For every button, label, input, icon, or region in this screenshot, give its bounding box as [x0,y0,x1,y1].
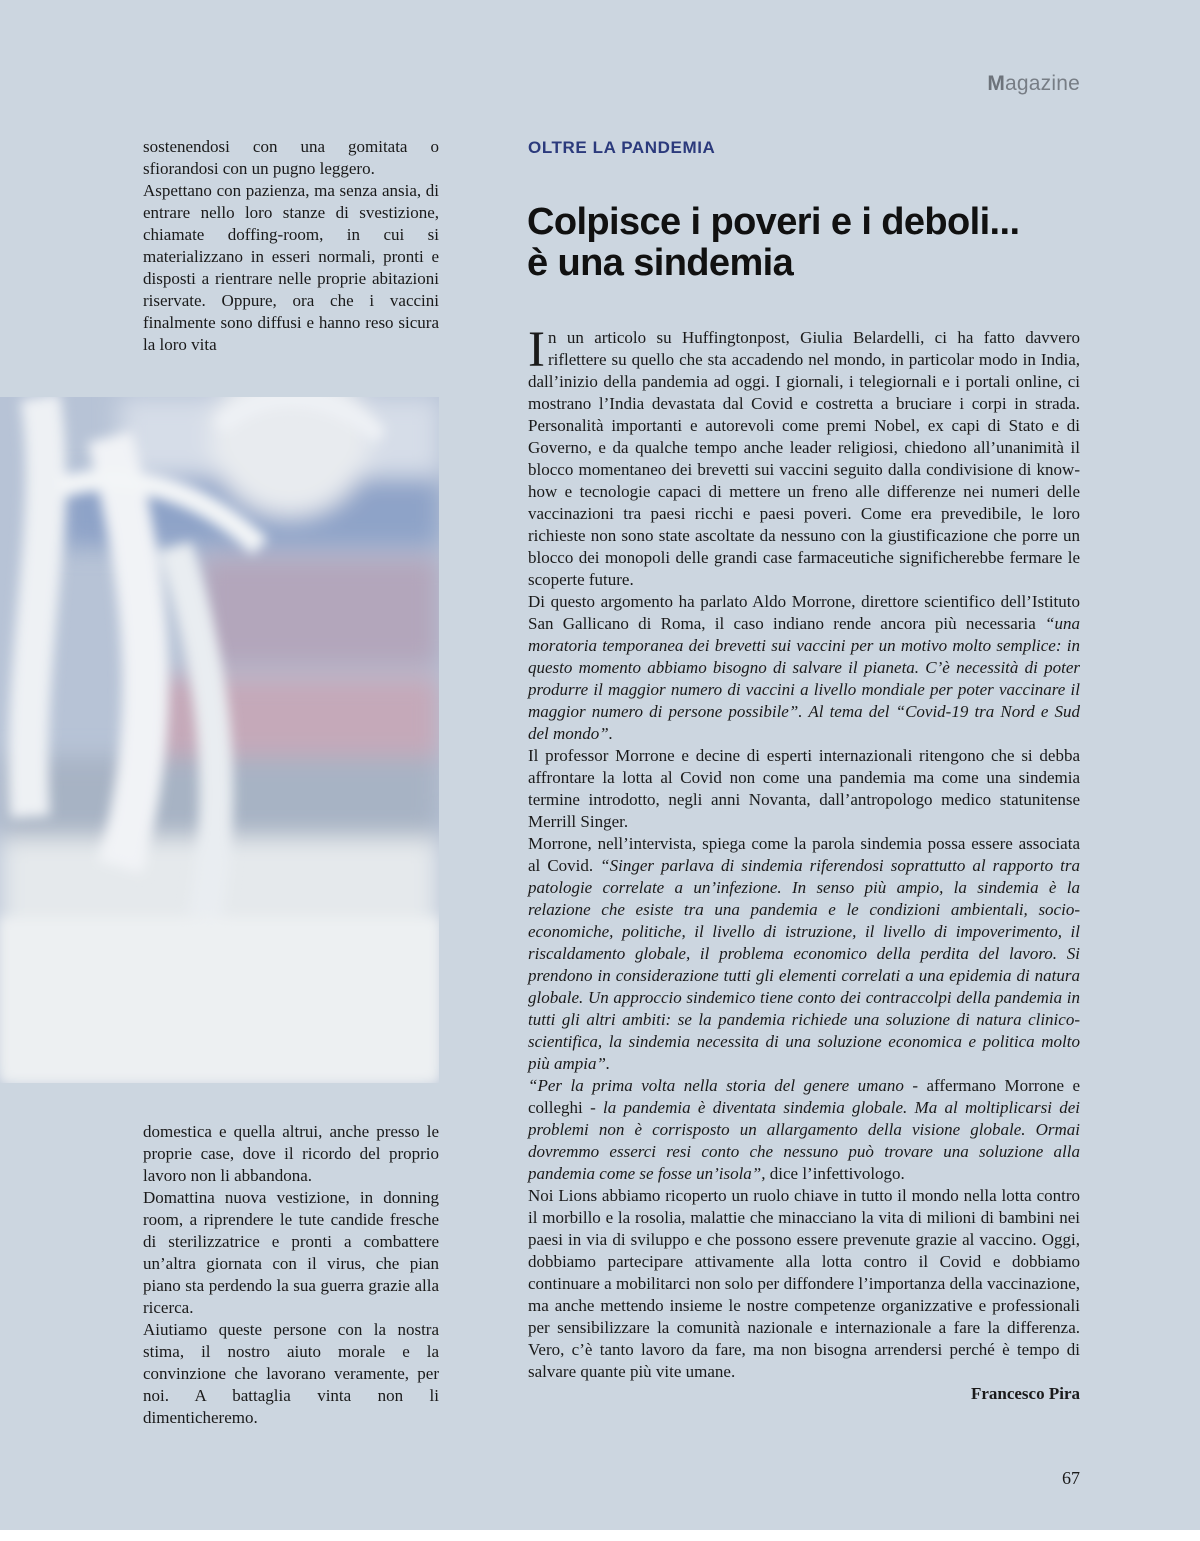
section-label: OLTRE LA PANDEMIA [528,138,716,157]
article-quote: “Per la prima volta nella storia del genere umano [528,1076,904,1095]
left-paragraph: Aiutiamo queste persone con la nostra stima, il nostro aiuto morale e la convinzione che lavorano veramente, per noi. A battaglia vinta non li dimenticheremo. [143,1320,439,1427]
article-quote: la pandemia è diventata sindemia globale. Ma al moltiplicarsi dei problemi non è corrisposto un allargamento della visione globale. Ormai dovremmo esserci resi conto che nessuno può trovare una soluzione alla pandemia come se fosse un’isola”, [528,1098,1080,1183]
magazine-label-initial: M [987,72,1006,95]
drop-cap: I [528,322,545,378]
article-text: Di questo argomento ha parlato Aldo Morrone, direttore scientifico dell’Istituto San Gallicano di Roma, il caso indiano rende ancora più necessaria [528,592,1080,633]
page-number: 67 [1062,1468,1080,1488]
article-body [528,322,1080,1405]
article-text: Morrone, nell’intervista, spiega come la parola sindemia possa essere associata al Covid. [528,834,1080,875]
article-text: dice l’infettivologo. [765,1164,905,1183]
article-paragraph [528,1075,1080,1185]
photo-illustration [0,397,439,1083]
magazine-label [987,72,1080,96]
article-quote: “Singer parlava di sindemia riferendosi soprattutto al rapporto tra patologie correlate a un’infezione. In senso più ampio, la sindemia è la relazione che esiste tra una pandemia e le condizioni ambientali, socio-economiche, politiche, il livello di istruzione, il livello di impoverimento, il riscaldamento globale, il problema economico della perdita del lavoro. Si prendono in considerazione tutti gli elementi correlati a una epidemia di natura globale. Un approccio sindemico tiene conto dei contraccolpi della pandemia in tutti gli altri ambiti: se la pandemia richiede una soluzione di natura clinico-scientifica, la sindemia necessita di una soluzione economica e politica molto più ampia”. [528,856,1080,1073]
page-edge [0,1530,1200,1541]
headline-line: Colpisce i poveri e i deboli... [527,201,1020,243]
left-paragraph: Aspettano con pazienza, ma senza ansia, di entrare nello loro stanze di svestizione, chiamate doffing-room, in cui si materializzano in esseri normali, pronti e disposti a rientrare nelle proprie abitazioni riservate. Oppure, ora che i vaccini finalmente sono diffusi e hanno reso sicura la loro vita [143,181,439,354]
article-text: - affermano Morrone e colleghi - [528,1076,1080,1117]
article-paragraph [528,591,1080,745]
left-column-bottom [143,1121,439,1429]
article-headline [527,202,1087,284]
headline-line: è una sindemia [527,242,794,284]
article-quote: “una moratoria temporanea dei brevetti sui vaccini per un motivo molto semplice: in questo momento abbiamo bisogno di salvare il pianeta. C’è necessità di poter produrre il maggior numero di vaccini a livello mondiale per poter vaccinare il maggior numero di persone possibile”. Al tema del “Covid-19 tra Nord e Sud del mondo”. [528,614,1080,743]
article-paragraph [528,833,1080,1075]
author-byline: Francesco Pira [970,1384,1080,1403]
left-paragraph: sostenendosi con una gomitata o sfiorandosi con un pugno leggero. [143,137,439,178]
left-paragraph: domestica e quella altrui, anche presso le proprie case, dove il ricordo del proprio lavoro non li abbandona. [143,1122,439,1185]
left-column-top [143,136,439,356]
article-paragraph: Noi Lions abbiamo ricoperto un ruolo chiave in tutto il mondo nella lotta contro il morbillo e la rosolia, malattie che minacciano la vita di milioni di bambini nei paesi in via di sviluppo e che possono essere prevenute grazie al vaccino. Oggi, dobbiamo partecipare attivamente alla lotta contro il Covid e dobbiamo continuare a mobilitarci non solo per diffondere l’importanza della vaccinazione, ma anche mettendo insieme le nostre competenze organizzative e professionali per sensibilizzare la comunità nazionale e internazionale a fare la differenza. Vero, c’è tanto lavoro da fare, ma non bisogna arrendersi perché è tempo di salvare quante più vite umane. [528,1186,1080,1381]
article-text: n un articolo su Huffingtonpost, Giulia Belardelli, ci ha fatto davvero riflettere su quello che sta accadendo nel mondo, in particolar modo in India, dall’inizio della pandemia ad oggi. I giornali, i telegiornali e i portali online, ci mostrano l’India devastata dal Covid e costretta a bruciare i corpi in strada. Personalità importanti e autorevoli come premi Nobel, ex capi di Stato e di Governo, e da qualche tempo anche leader religiosi, chiedono all’unanimità il blocco momentaneo dei brevetti sui vaccini seguito dalla condivisione di know-how e tecnologie capaci di mettere un freno alle differenze nei numeri delle vaccinazioni tra paesi ricchi e paesi poveri. Come era prevedibile, le loro richieste non sono state ascoltate da nessuno con la giustificazione che porre un blocco dei monopoli delle grandi case farmaceutiche significherebbe fermare le scoperte future. [528,328,1080,589]
magazine-label-rest: agazine [1005,72,1080,95]
left-paragraph: Domattina nuova vestizione, in donning room, a riprendere le tute candide fresche di sterilizzatrice e pronti a combattere un’altra giornata con il virus, che pian piano sta perdendo la sua guerra grazie alla ricerca. [143,1188,439,1317]
blurred-hospital-photo [0,397,439,1083]
article-paragraph [528,322,1080,591]
article-paragraph: Il professor Morrone e decine di esperti internazionali ritengono che si debba affrontare la lotta al Covid non come una pandemia ma come una sindemia termine introdotto, negli anni Novanta, dall’antropologo medico statunitense Merrill Singer. [528,746,1080,831]
